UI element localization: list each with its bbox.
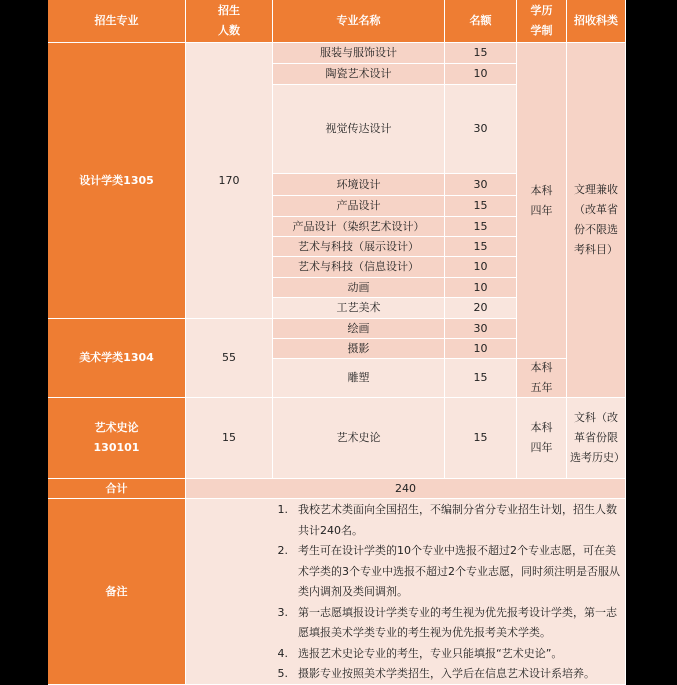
notes-list [264,500,624,685]
header-quota: 名额 [445,0,517,43]
note-item [264,541,624,603]
major-quota: 20 [445,298,517,319]
major-quota: 30 [445,85,517,174]
note-text: 摄影专业按照美术学类招生，入学后在信息艺术设计系培养。 [298,667,595,680]
major-quota: 15 [445,398,517,479]
major-name: 艺术与科技（信息设计） [273,257,445,278]
degree-length-four: 本科四年 [517,43,567,359]
major-name: 绘画 [273,319,445,339]
header-degree-length: 学历学制 [517,0,567,43]
major-name: 艺术史论 [273,398,445,479]
note-text: 第一志愿填报设计学类专业的考生视为优先报考设计学类，第一志愿填报美术学类专业的考生视为优先报考美术学类。 [298,605,617,639]
major-name: 陶瓷艺术设计 [273,64,445,85]
major-quota: 15 [445,43,517,64]
subject-category-theory: 文科（改革省份限选考历史） [567,398,626,479]
note-item [264,500,624,541]
major-quota: 10 [445,339,517,359]
major-quota: 15 [445,359,517,398]
degree-length-five: 本科五年 [517,359,567,398]
subject-category-design: 文理兼收（改革省份不限选考科目） [567,43,626,398]
note-number: 4. [277,646,288,660]
note-number: 1. [277,503,288,516]
major-quota: 30 [445,174,517,196]
group-count-fine-arts: 55 [186,319,273,398]
group-name-art-theory [48,398,186,479]
major-name: 产品设计（染织艺术设计） [273,217,445,237]
major-name: 服装与服饰设计 [273,43,445,64]
degree-length-four-theory: 本科四年 [517,398,567,479]
header-major-group: 招生专业 [48,0,186,43]
major-name: 视觉传达设计 [273,85,445,174]
major-quota: 10 [445,278,517,298]
major-name: 动画 [273,278,445,298]
major-quota: 15 [445,217,517,237]
major-name: 产品设计 [273,196,445,217]
note-text: 我校艺术类面向全国招生，不编制分省分专业招生计划，招生人数共计240名。 [298,503,617,537]
header-enroll-count: 招生人数 [186,0,273,43]
major-quota: 10 [445,257,517,278]
note-number: 3. [277,605,288,619]
note-item [264,664,624,685]
total-label: 合计 [48,479,186,499]
note-item [264,644,624,665]
group-count-art-theory: 15 [186,398,273,479]
major-quota: 15 [445,196,517,217]
note-item [264,603,624,644]
group-code-art-theory: 130101 [93,441,140,454]
major-quota: 30 [445,319,517,339]
group-count-design: 170 [186,43,273,319]
group-name-fine-arts: 美术学类1304 [48,319,186,398]
header-subject-category: 招收科类 [567,0,626,43]
major-quota: 10 [445,64,517,85]
major-name: 工艺美术 [273,298,445,319]
enrollment-table [48,0,626,685]
note-text: 选报艺术史论专业的考生，专业只能填报“艺术史论”。 [298,646,563,660]
group-name-design: 设计学类1305 [48,43,186,319]
header-major-name: 专业名称 [273,0,445,43]
total-value: 240 [186,479,626,499]
group-name-art-theory-label: 艺术史论 [94,421,139,434]
major-name: 艺术与科技（展示设计） [273,237,445,257]
note-number: 5. [277,667,288,680]
major-name: 雕塑 [273,359,445,398]
major-name: 摄影 [273,339,445,359]
major-name: 环境设计 [273,174,445,196]
major-quota: 15 [445,237,517,257]
note-number: 2. [277,544,288,557]
note-text: 考生可在设计学类的10个专业中选报不超过2个专业志愿，可在美术学类的3个专业中选报不超过2个专业志愿，同时须注明是否服从类内调剂及类间调剂。 [298,544,620,598]
notes-label: 备注 [48,499,186,685]
